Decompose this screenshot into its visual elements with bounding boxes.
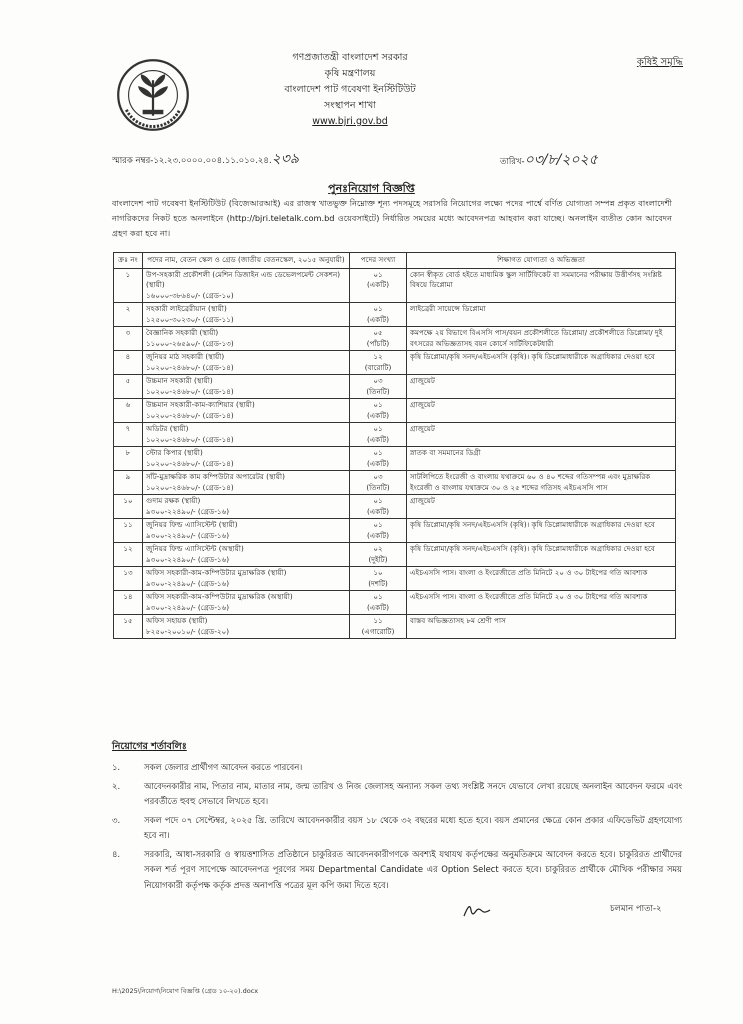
cell-sl: ৯: [114, 471, 143, 495]
file-path: H:\2025\নিয়োগ\নিয়োগ বিজ্ঞপ্তি (গ্রেড ১০-২০).docx: [112, 987, 259, 995]
condition-text: সকল পদে ০৭ সেপ্টেম্বর, ২০২৫ খ্রি. তারিখে আবেদনকারীর বয়স ১৮ থেকে ৩২ বছরের মধ্যে হতে হবে। বয়স প্রমানের ক্ষেত্রে কোন প্রকার এফিডেভিট গ্রহণযোগ্য হবে না।: [144, 814, 682, 840]
cell-qualification: স্নাতক বা সমমানের ডিগ্রী: [407, 447, 676, 471]
post-count: ০১: [373, 269, 383, 279]
cell-qualification: কৃষি ডিপ্লোমা/কৃষি সনদ/এইচএসসি (কৃষি)। কৃষি ডিপ্লোমাধারীকে অগ্রাধিকার দেওয়া হবে: [407, 351, 676, 375]
post-name: অফিস সহকারী-কাম-কম্পিউটার মুদ্রাক্ষরিক (অস্থায়ী): [146, 592, 293, 601]
post-count: ০১: [373, 520, 383, 529]
post-count: ০২: [373, 544, 383, 553]
post-count-words: (একটি): [366, 314, 390, 324]
pay-scale: ৮২৫০-২০০১০/- (গ্রেড-২০): [146, 626, 230, 636]
condition-number: ২.: [112, 780, 121, 791]
cell-qualification: লাইব্রেরী সায়েন্সে ডিপ্লোমা: [407, 303, 676, 327]
cell-qualification: বাস্তব অভিজ্ঞতাসহ ৮ম শ্রেণী পাস: [407, 615, 676, 639]
pay-scale: ১১০০০-২৬৫৯০/- (গ্রেড-১৩): [146, 338, 234, 348]
pay-scale: ১০২০০-২৪৬৮০/- (গ্রেড-১৪): [146, 482, 234, 492]
cell-count: [350, 327, 407, 351]
post-count: ১২: [373, 352, 383, 361]
condition-text: সকল জেলার প্রার্থীগণ আবেদন করতে পারবেন।: [144, 762, 303, 772]
col-header-qualification: শিক্ষাগত যোগ্যতা ও অভিজ্ঞতা: [407, 253, 676, 269]
pay-scale: ৯৩০০-২২৪৯০/- (গ্রেড-১৬): [146, 578, 230, 588]
post-count: ০১: [373, 592, 383, 601]
condition-item: [112, 847, 682, 894]
post-count-words: (একটি): [366, 602, 390, 612]
condition-item: [112, 813, 682, 844]
cell-qualification: এইচএসসি পাস। বাংলা ও ইংরেজীতে প্রতি মিনিটে ২০ ও ৩০ টাইপের গতি আবশ্যক: [407, 567, 676, 591]
post-count: ০৩: [373, 376, 383, 385]
cell-post: [143, 268, 350, 303]
cell-qualification: কোন স্বীকৃত বোর্ড হইতে মাধ্যমিক স্কুল সার্টিফিকেট বা সমমানের পরীক্ষায় উত্তীর্ণসহ সংশ্লিষ্ট বিষয়ে ডিপ্লোমা: [407, 268, 676, 303]
cell-count: [350, 447, 407, 471]
cell-count: [350, 375, 407, 399]
condition-number: ১.: [112, 762, 121, 772]
condition-number: ৪.: [112, 848, 121, 859]
cell-count: [350, 567, 407, 591]
cell-qualification: গ্রাজুয়েট: [407, 495, 676, 519]
post-count-words: (একটি): [366, 530, 390, 540]
post-name: সহকারী লাইব্রেরীয়ান (স্থায়ী): [146, 304, 227, 313]
cell-count: [350, 303, 407, 327]
cell-sl: ১১: [114, 519, 143, 543]
col-header-count: পদের সংখ্যা: [350, 253, 407, 269]
post-count: ০১: [373, 448, 383, 457]
table-row: [114, 543, 676, 567]
header-line-institute: বাংলাদেশ পাট গবেষণা ইনস্টিটিউট: [284, 84, 416, 95]
cell-sl: ১২: [114, 543, 143, 567]
notice-title: পুনঃনিয়োগ বিজ্ঞপ্তি: [328, 182, 415, 195]
pay-scale: ৯৩০০-২২৪৯০/- (গ্রেড-১৬): [146, 554, 230, 564]
post-name: উচ্চমান সহকারী-কাম-ক্যাশিয়ার (স্থায়ী): [146, 400, 255, 409]
cell-post: [143, 471, 350, 495]
cell-sl: ১৪: [114, 591, 143, 615]
letterhead: [200, 50, 500, 130]
memo-number: [112, 147, 299, 171]
pay-scale: ১২৫০০-৩০২৩০/- (গ্রেড-১১): [146, 314, 234, 324]
memo-date: [500, 148, 598, 172]
cell-count: [350, 399, 407, 423]
post-count: ০১: [373, 304, 383, 313]
table-header-row: [114, 253, 676, 269]
cell-sl: ৩: [114, 327, 143, 351]
post-count-words: (বারোটি): [364, 362, 392, 372]
post-name: জুনিয়র মাঠ সহকারী (স্থায়ী): [146, 352, 225, 361]
table-body: [114, 268, 676, 639]
condition-text: সরকারি, আধা-সরকারি ও স্বায়ত্তশাসিত প্রতিষ্ঠানে চাকুরিরত আবেদনকারীগণকে অবশ্যই যথাযথ কর্তৃপক্ষের অনুমতিক্রমে আবেদন করতে হবে। চাকুরিরত প্রার্থীদের সকল শর্ত পূরণ সাপেক্ষে আবেদনপত্র পূরণের সময় Departmental Candidate এর Option Select করতে হবে। চাকুরিরত প্রার্থীকে মৌখিক পরীক্ষার সময় নিয়োগকারী কর্তৃপক্ষ কর্তৃক প্রদত্ত অনাপত্তি পত্রের মূল কপি জমা দিতে হবে।: [144, 848, 682, 890]
memo-handwritten-number: ২৩৯: [271, 151, 299, 167]
header-line-ministry: কৃষি মন্ত্রণালয়: [324, 68, 376, 79]
pay-scale: ১০২০০-২৪৬৮০/- (গ্রেড-১৪): [146, 434, 234, 444]
post-name: অফিস সহায়ক (স্থায়ী): [146, 616, 208, 625]
post-name: জুনিয়র ফিল্ড এ্যাসিস্টেন্ট (স্থায়ী): [146, 520, 238, 529]
table-row: [114, 495, 676, 519]
cell-post: [143, 375, 350, 399]
cell-count: [350, 351, 407, 375]
cell-post: [143, 303, 350, 327]
post-count-words: (একটি): [366, 410, 390, 420]
pay-scale: ১০২০০-২৪৬৮০/- (গ্রেড-১৪): [146, 458, 234, 468]
post-count: ১০: [373, 568, 383, 577]
pay-scale: ৯৩০০-২২৪৯০/- (গ্রেড-১৬): [146, 530, 230, 540]
cell-count: [350, 519, 407, 543]
conditions-list: [112, 760, 682, 896]
cell-post: [143, 495, 350, 519]
post-name: উচ্চমান সহকারী (স্থায়ী): [146, 376, 213, 385]
table-row: [114, 447, 676, 471]
post-count-words: (একটি): [366, 506, 390, 516]
post-count: ০১: [373, 400, 383, 409]
post-name: জুনিয়র ফিল্ড এ্যাসিস্টেন্ট (অস্থায়ী): [146, 544, 244, 553]
table-row: [114, 615, 676, 639]
cell-qualification: এইচএসসি পাস। বাংলা ও ইংরেজীতে প্রতি মিনিটে ২০ ও ৩০ টাইপের গতি আবশ্যক: [407, 591, 676, 615]
cell-sl: ১৩: [114, 567, 143, 591]
cell-qualification: গ্রাজুয়েট: [407, 399, 676, 423]
institute-logo: [116, 58, 190, 132]
cell-sl: ১৫: [114, 615, 143, 639]
cell-count: [350, 495, 407, 519]
cell-post: [143, 591, 350, 615]
post-name: স্টোর কিপার (স্থায়ী): [146, 448, 203, 457]
pay-scale: ১৬০০০-৩৮৬৪০/- (গ্রেড-১০): [146, 290, 234, 300]
continued-page-note: চলমান পাতা-২: [610, 904, 662, 914]
cell-post: [143, 327, 350, 351]
date-label: তারিখ-: [500, 157, 525, 167]
pay-scale: ৯৩০০-২২৪৯০/- (গ্রেড-১৬): [146, 506, 230, 516]
post-count-words: (একটি): [366, 280, 390, 289]
post-count: ০১: [373, 496, 383, 505]
cell-sl: ১০: [114, 495, 143, 519]
cell-post: [143, 399, 350, 423]
post-count-words: (পাঁচটি): [366, 338, 390, 348]
condition-item: [112, 779, 682, 810]
cell-qualification: কৃষি ডিপ্লোমা/কৃষি সনদ/এইচএসসি (কৃষি)। কৃষি ডিপ্লোমাধারীকে অগ্রাধিকার দেওয়া হবে: [407, 519, 676, 543]
cell-post: [143, 447, 350, 471]
cell-post: [143, 423, 350, 447]
signature: [462, 902, 492, 920]
col-header-sl: ক্রঃ নং: [114, 253, 143, 269]
cell-sl: ৮: [114, 447, 143, 471]
table-row: [114, 268, 676, 303]
condition-number: ৩.: [112, 814, 121, 825]
cell-post: [143, 543, 350, 567]
col-header-post: পদের নাম, বেতন স্কেল ও গ্রেড (জাতীয় বেতনস্কেল, ২০১৫ অনুযায়ী): [143, 253, 350, 269]
pay-scale: ৯৩০০-২২৪৯০/- (গ্রেড-১৬): [146, 602, 230, 612]
header-line-government: গণপ্রজাতন্ত্রী বাংলাদেশ সরকার: [292, 52, 408, 63]
cell-count: [350, 423, 407, 447]
post-count-words: (তিনটি): [366, 386, 390, 396]
website-link[interactable]: www.bjri.gov.bd: [312, 116, 388, 127]
cell-count: [350, 543, 407, 567]
cell-qualification: কমপক্ষে ২য় বিভাগে বিএসসি পাস/বয়ন প্রকৌশলীতে ডিপ্লোমা/ প্রকৌশলীতে ডিপ্লোমা/ দুই বৎসরের অভিজ্ঞতাসহ বয়ন কোর্সে সার্টিফিকেটধারী: [407, 327, 676, 351]
cell-count: [350, 591, 407, 615]
post-name: গুদাম রক্ষক (স্থায়ী): [146, 496, 201, 505]
table-row: [114, 423, 676, 447]
post-name: বৈজ্ঞানিক সহকারী (স্থায়ী): [146, 328, 219, 337]
table-row: [114, 303, 676, 327]
vacancy-table: [113, 252, 676, 639]
cell-post: [143, 519, 350, 543]
table-row: [114, 327, 676, 351]
cell-sl: ৬: [114, 399, 143, 423]
cell-sl: ১: [114, 268, 143, 303]
pay-scale: ১০২০০-২৪৬৮০/- (গ্রেড-১৪): [146, 410, 234, 420]
table-row: [114, 471, 676, 495]
cell-count: [350, 615, 407, 639]
post-count-words: (একটি): [366, 458, 390, 468]
cell-qualification: কৃষি ডিপ্লোমা/কৃষি সনদ/এইচএসসি (কৃষি)। কৃষি ডিপ্লোমাধারীকে অগ্রাধিকার দেওয়া হবে: [407, 543, 676, 567]
table-row: [114, 399, 676, 423]
pay-scale: ১০২০০-২৪৬৮০/- (গ্রেড-১৪): [146, 362, 234, 372]
memo-label: স্মারক নম্বর-১২.২৩.০০০০.০০৪.১১.০১০.২৪.: [112, 156, 272, 166]
post-name: সাঁট-মুদ্রাক্ষরিক কাম কম্পিউটার অপারেটর (স্থায়ী): [146, 472, 285, 481]
table-row: [114, 519, 676, 543]
table-row: [114, 375, 676, 399]
post-count: ০১: [373, 424, 383, 433]
post-count-words: (দুইটি): [368, 554, 388, 564]
cell-post: [143, 567, 350, 591]
table-row: [114, 591, 676, 615]
conditions-title: নিয়োগের শর্তাবলিঃ: [112, 741, 187, 752]
cell-count: [350, 471, 407, 495]
table-row: [114, 351, 676, 375]
post-count: ১১: [373, 616, 383, 625]
table-row: [114, 567, 676, 591]
slogan: কৃষিই সমৃদ্ধি: [636, 57, 683, 68]
cell-qualification: গ্রাজুয়েট: [407, 423, 676, 447]
date-handwritten-value: ০৩/৮/২০২৫: [524, 152, 598, 168]
post-count-words: (এগারোটি): [361, 626, 395, 636]
cell-post: [143, 351, 350, 375]
post-count-words: (একটি): [366, 434, 390, 444]
post-count-words: (দশটি): [368, 578, 388, 588]
post-count: ০৫: [373, 328, 383, 337]
cell-post: [143, 615, 350, 639]
condition-item: [112, 760, 682, 776]
post-count: ০৩: [373, 472, 383, 481]
notice-intro: বাংলাদেশ পাট গবেষণা ইনস্টিটিউট (বিজেআরআই) এর রাজস্ব খাতভুক্ত নিম্নোক্ত শূন্য পদসমূহে সরাসরি নিয়োগের লক্ষ্যে পদের পার্শ্বে বর্ণিত যোগ্যতা সম্পন্ন প্রকৃত বাংলাদেশী নাগরিকদের নিকট হতে অনলাইনে (http://bjri.teletalk.com.bd ওয়েবসাইটে) নির্ধারিত সময়ের মধ্যে আবেদনপত্র আহবান করা যাচ্ছে। অনলাইন ব্যতীত কোন আবেদন গ্রহণ করা হবে না।: [112, 198, 672, 238]
cell-sl: ৭: [114, 423, 143, 447]
post-name: উপ-সহকারী প্রকৌশলী (মেশিন ডিজাইন এন্ড ডেভেলপমেন্ট সেকশন) (স্থায়ী): [146, 269, 341, 289]
cell-count: [350, 268, 407, 303]
post-name: অডিটর (স্থায়ী): [146, 424, 189, 433]
cell-sl: ৪: [114, 351, 143, 375]
header-line-section: সংস্থাপন শাখা: [324, 100, 376, 111]
cell-sl: ২: [114, 303, 143, 327]
condition-text: আবেদনকারীর নাম, পিতার নাম, মাতার নাম, জন্ম তারিখ ও নিজ জেলাসহ অন্যান্য সকল তথ্য সংশ্লিষ্ট সনদে যেভাবে লেখা রয়েছে অনলাইন আবেদন ফরমে এবং পরবর্তীতে হুবহু সেভাবে লিখতে হবে।: [144, 780, 682, 806]
pay-scale: ১০২০০-২৪৬৮০/- (গ্রেড-১৪): [146, 386, 234, 396]
post-name: অফিস সহকারী-কাম-কম্পিউটার মুদ্রাক্ষরিক (স্থায়ী): [146, 568, 287, 577]
post-count-words: (তিনটি): [366, 482, 390, 492]
cell-qualification: গ্রাজুয়েট: [407, 375, 676, 399]
cell-qualification: সাটলিপিতে ইংরেজী ও বাংলায় যথাক্রমে ৬০ ও ৪০ শব্দের গতিসম্পন্ন এবং মুদ্রাক্ষরিক ইংরেজী ও বাংলায় যথাক্রমে ৩০ ও ২৫ শব্দের গতিসহ এইচএসসি পাস: [407, 471, 676, 495]
cell-sl: ৫: [114, 375, 143, 399]
